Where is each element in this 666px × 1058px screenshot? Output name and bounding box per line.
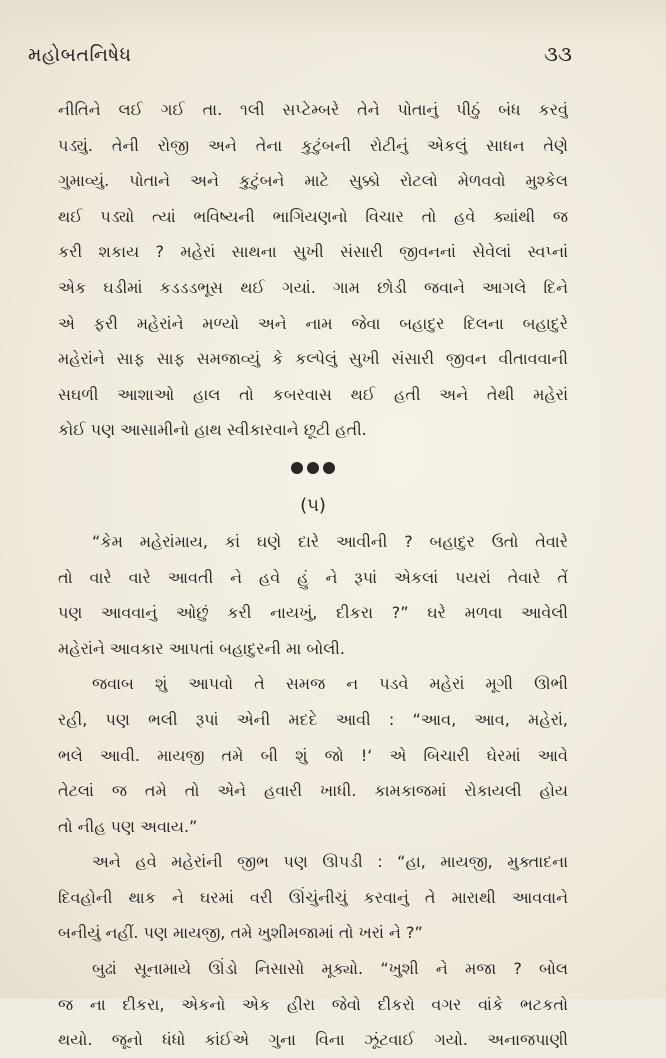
- paragraph: [58, 92, 568, 448]
- text-line: અને હવે મહેરાંની જીભ પણ ઊપડી : “હા, માયજી, મુક્તાદના: [92, 852, 568, 872]
- running-title: મહોબતનિષેધ: [28, 44, 132, 66]
- text-line: બુઢાં સૂનામાયે ઊંડો નિસાસો મૂક્યો. “ખુશી ને મજા ? બોલ: [92, 959, 568, 979]
- text-line: બનીયું નહીં. પણ માયજી, તમે ખુશીમજામાં તો ખરાં ને ?”: [58, 923, 423, 943]
- text-line: “કેમ મહેરાંમાય, કાં ઘણે દારે આવીની ? બહાદુર ઉતો તેવારે: [92, 531, 568, 551]
- separator-dot: [323, 462, 335, 474]
- page-top-shadow: [0, 0, 666, 40]
- text-line: સઘળી આશાઓ હાલ તો કબરવાસ થઈ હતી અને તેથી મહેરાં: [58, 384, 568, 404]
- text-line: કોઈ પણ આસામીનો હાથ સ્વીકારવાને છૂટી હતી.: [58, 420, 367, 440]
- text-line: રહી, પણ ભલી રૂપાં એની મદદે આવી : “આવ, આવ, મહેરાં,: [58, 709, 568, 729]
- text-line: તેટલાં જ તમે તો એને હવારી ખાધી. કામકાજમાં રોકાયલી હોય: [58, 781, 568, 801]
- separator-dot: [307, 462, 319, 474]
- text-line: એ ફરી મહેરાંને મળ્યો અને નામ જેવા બહાદુર દિલના બહાદુરે: [58, 313, 568, 333]
- paragraph: [58, 524, 568, 666]
- text-line: ગુમાવ્યું. પોતાને અને કુટુંબને માટે સુક્કો રોટલો મેળવવો મુશ્કેલ: [58, 171, 568, 191]
- text-line: પણ આવવાનું ઓછું કરી નાયખું, દીકરા ?” ઘરે મળવા આવેલી: [58, 603, 568, 623]
- text-line: મહેરાંને સાફ સાફ સમજાવ્યું કે કલ્પેલું સુખી સંસારી જીવન વીતાવવાની: [58, 349, 568, 369]
- text-line: કરી શકાય ? મહેરાં સાથના સુખી સંસારી જીવનનાં સેવેલાં સ્વપ્નાં: [58, 242, 568, 262]
- paragraph: [58, 951, 568, 1058]
- text-line: જ ના દીકરા, એકનો એક હીરા જેવો દીકરો વગર વાંકે ભટકતો: [58, 994, 568, 1014]
- page-number: ૩૩: [544, 42, 572, 66]
- text-line: ભલે આવી. માયજી તમે બી શું જો !‘ એ બિચારી ઘેરમાં આવે: [58, 745, 568, 765]
- section-separator: [58, 448, 568, 488]
- text-line: તો વારે વારે આવતી ને હવે હું ને રૂપાં એકલાં પયરાં તેવારે તેં: [58, 567, 568, 587]
- text-line: એક ઘડીમાં કડડડભૂસ થઈ ગયાં. ગામ છોડી જવાને આગલે દિને: [58, 277, 568, 297]
- section-number: (૫): [300, 494, 326, 516]
- text-line: થઈ પડ્યો ત્યાં ભવિષ્યની ભાગિયણનો વિચાર તો હવે ક્યાંથી જ: [58, 206, 568, 226]
- separator-dot: [291, 462, 303, 474]
- paragraph: [58, 844, 568, 951]
- body-text: [58, 92, 568, 1058]
- text-line: તો નીહ પણ અવાય.”: [58, 816, 198, 836]
- text-line: પડ્યું. તેની રોજી અને તેના કુટુંબની રોટીનું એકલું સાધન તેણે: [58, 135, 568, 155]
- paragraph: [58, 666, 568, 844]
- text-line: દિવહોની થાક ને ઘરમાં વરી ઊંચુંનીચું કરવાનું તે મારાથી આવવાને: [58, 887, 568, 907]
- page-header: [28, 44, 572, 74]
- text-line: જવાબ શું આપવો તે સમજ ન પડવે મહેરાં મૂગી ઊભી: [92, 674, 568, 694]
- text-line: થયો. જૂનો ધંધો કાંઈએ ગુના વિના ઝૂંટવાઈ ગયો. અનાજપાણી: [58, 1030, 568, 1050]
- text-line: નીતિને લઈ ગઈ તા. ૧લી સપ્ટેમ્બરે તેને પોતાનું પીઠું બંધ કરવું: [58, 100, 568, 119]
- text-line: મહેરાંને આવકાર આપતાં બહાદુરની મા બોલી.: [58, 638, 345, 658]
